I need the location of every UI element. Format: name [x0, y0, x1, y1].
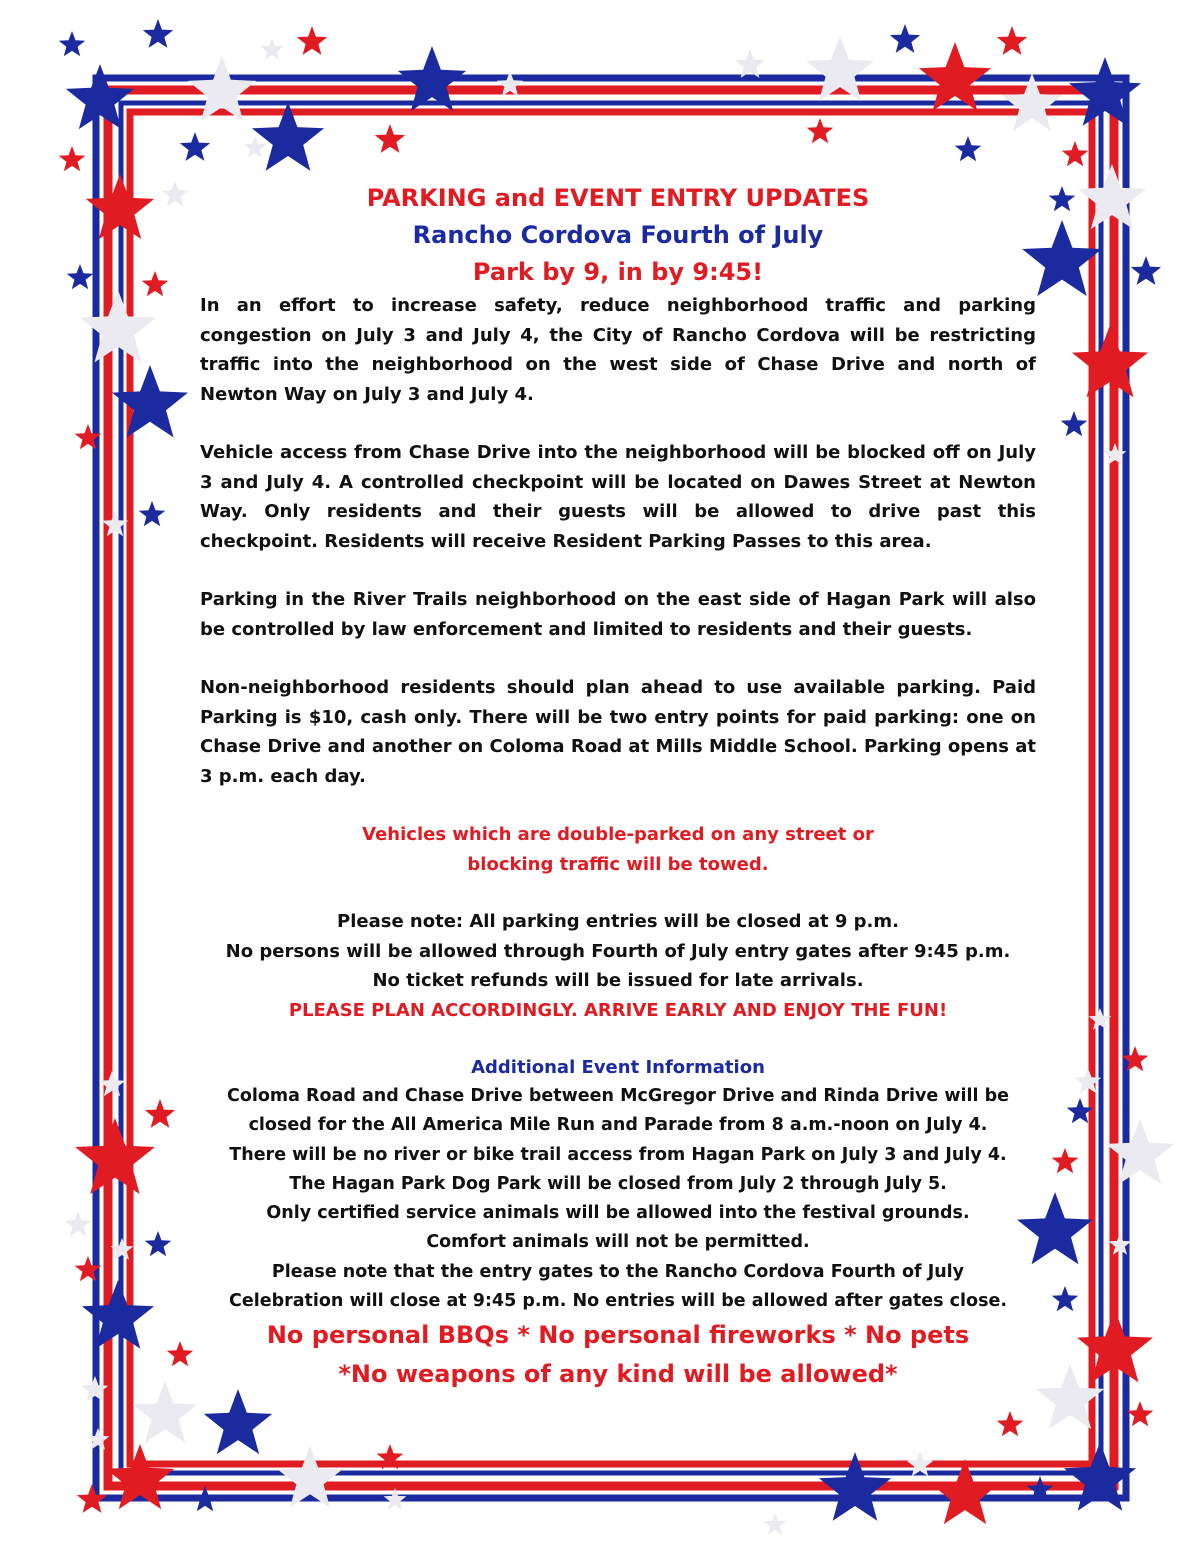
star-icon: [80, 290, 156, 362]
star-icon: [297, 26, 327, 55]
star-icon: [143, 19, 173, 48]
info-line: There will be no river or bike trail access from Hagan Park on July 3 and July 4.: [229, 1144, 1007, 1165]
additional-info-heading: Additional Event Information: [471, 1057, 765, 1078]
star-icon: [162, 181, 189, 206]
star-icon: [204, 1389, 272, 1454]
tow-warning-line-2: blocking traffic will be towed.: [467, 853, 769, 875]
star-icon: [66, 64, 134, 129]
star-icon: [278, 1446, 343, 1508]
info-line: Please note that the entry gates to the Rancho Cordova Fourth of July: [271, 1261, 965, 1282]
star-icon: [1062, 141, 1089, 166]
additional-info-list: [200, 1082, 1036, 1316]
note-line-3: No ticket refunds will be issued for late arrivals.: [372, 970, 864, 991]
paragraph-river-trails: Parking in the River Trails neighborhood on the east side of Hagan Park will also be controlled by law enforcement and limited to residents and their guests.: [200, 589, 1036, 640]
star-icon: [145, 1231, 172, 1256]
star-icon: [497, 71, 524, 96]
star-icon: [65, 1211, 92, 1236]
star-icon: [1104, 443, 1127, 465]
star-icon: [77, 1484, 107, 1513]
star-icon: [261, 38, 284, 60]
star-icon: [1109, 1233, 1132, 1255]
info-line: Only certified service animals will be allowed into the festival grounds.: [266, 1203, 970, 1224]
star-icon: [1072, 325, 1148, 397]
prohibited-line-2: *No weapons of any kind will be allowed*: [338, 1360, 898, 1389]
star-icon: [142, 271, 169, 296]
star-icon: [192, 1486, 219, 1511]
star-icon: [955, 136, 982, 161]
star-icon: [102, 511, 129, 536]
star-icon: [1127, 1401, 1154, 1426]
star-icon: [1049, 186, 1076, 211]
star-icon: [59, 31, 86, 56]
star-icon: [111, 1238, 134, 1260]
star-icon: [1002, 73, 1063, 131]
tow-warning: [200, 820, 1036, 879]
star-icon: [167, 1341, 194, 1366]
closing-notes: [200, 907, 1036, 1025]
star-icon: [1069, 57, 1141, 126]
paragraph-vehicle-access: Vehicle access from Chase Drive into the neighborhood will be blocked off on July 3 and July 4. A controlled checkpoint will be located on Dawes Street at Newton Way. Only residents and their guests will be allowed to drive past this checkpoint. Residents will receive Resident Parking Passes to this area.: [200, 442, 1036, 552]
star-icon: [180, 132, 210, 161]
star-icon: [764, 1513, 787, 1535]
star-icon: [75, 1256, 102, 1281]
info-line: The Hagan Park Dog Park will be closed from July 2 through July 5.: [289, 1173, 947, 1194]
star-icon: [1052, 1286, 1079, 1311]
star-icon: [106, 1444, 174, 1509]
star-icon: [87, 1428, 110, 1450]
tagline: Park by 9, in by 9:45!: [472, 258, 764, 286]
star-icon: [82, 1376, 109, 1401]
star-icon: [807, 118, 834, 143]
star-icon: [1106, 1119, 1174, 1184]
star-icon: [806, 36, 874, 101]
star-icon: [67, 264, 94, 289]
info-line: Coloma Road and Chase Drive between McGregor Drive and Rinda Drive will be: [227, 1086, 1009, 1106]
star-icon: [398, 46, 466, 111]
star-icon: [244, 136, 267, 158]
star-icon: [1052, 1148, 1079, 1173]
star-icon: [1067, 1098, 1094, 1123]
prohibited-line-1: No personal BBQs * No personal fireworks * No pets: [266, 1321, 970, 1350]
star-icon: [1075, 1068, 1102, 1093]
star-icon: [997, 1411, 1024, 1436]
star-icon: [99, 1071, 126, 1096]
star-icon: [1064, 1442, 1136, 1511]
star-icon: [1131, 256, 1161, 285]
star-icon: [931, 1459, 999, 1524]
info-line: Celebration will close at 9:45 p.m. No entries will be allowed after gates close.: [228, 1291, 1008, 1312]
star-icon: [1122, 1046, 1149, 1071]
prohibited-items: [200, 1316, 1036, 1394]
star-icon: [375, 124, 405, 153]
paragraph-paid-parking: Non-neighborhood residents should plan ahead to use available parking. Paid Parking is $10, cash only. There will be two entry points for paid parking: one on Chase Drive and another on Coloma Road at Mills Middle School. Parking opens at 3 p.m. each day.: [200, 677, 1036, 787]
info-line: Comfort animals will not be permitted.: [426, 1232, 810, 1253]
star-icon: [59, 146, 86, 171]
star-icon: [1089, 1008, 1112, 1030]
star-icon: [919, 42, 991, 111]
star-icon: [1061, 411, 1088, 436]
star-icon: [890, 24, 920, 53]
note-line-1: Please note: All parking entries will be closed at 9 p.m.: [337, 911, 899, 932]
flyer-content: [200, 180, 1036, 1394]
page-title: PARKING and EVENT ENTRY UPDATES: [366, 184, 870, 212]
note-line-4: PLEASE PLAN ACCORDINGLY. ARRIVE EARLY AND ENJOY THE FUN!: [288, 999, 948, 1021]
star-icon: [139, 501, 166, 526]
star-icon: [252, 102, 324, 171]
star-icon: [188, 56, 256, 121]
star-icon: [377, 1444, 404, 1469]
star-icon: [112, 365, 188, 437]
star-icon: [82, 1280, 154, 1349]
info-line: closed for the All America Mile Run and Parade from 8 a.m.-noon on July 4.: [248, 1115, 988, 1136]
event-name: Rancho Cordova Fourth of July: [412, 221, 824, 249]
star-icon: [1027, 1476, 1054, 1501]
star-icon: [1078, 164, 1146, 229]
star-icon: [819, 1452, 891, 1521]
star-icon: [384, 1488, 407, 1510]
tow-warning-line-1: Vehicles which are double-parked on any street or: [362, 824, 874, 845]
star-icon: [75, 424, 102, 449]
note-line-2: No persons will be allowed through Fourth of July entry gates after 9:45 p.m.: [225, 940, 1011, 962]
star-icon: [133, 1381, 198, 1443]
star-icon: [75, 1118, 155, 1194]
flyer-header: [200, 180, 1036, 291]
star-icon: [86, 174, 154, 239]
star-icon: [997, 26, 1027, 55]
star-icon: [1077, 1310, 1153, 1382]
star-icon: [145, 1099, 175, 1128]
star-icon: [735, 49, 765, 78]
star-icon: [907, 1451, 934, 1476]
paragraph-traffic-restriction: In an effort to increase safety, reduce neighborhood traffic and parking congestion on July 3 and July 4, the City of Rancho Cordova will be restricting traffic into the neighborhood on the west side of Chase Drive and north of Newton Way on July 3 and July 4.: [200, 295, 1036, 405]
